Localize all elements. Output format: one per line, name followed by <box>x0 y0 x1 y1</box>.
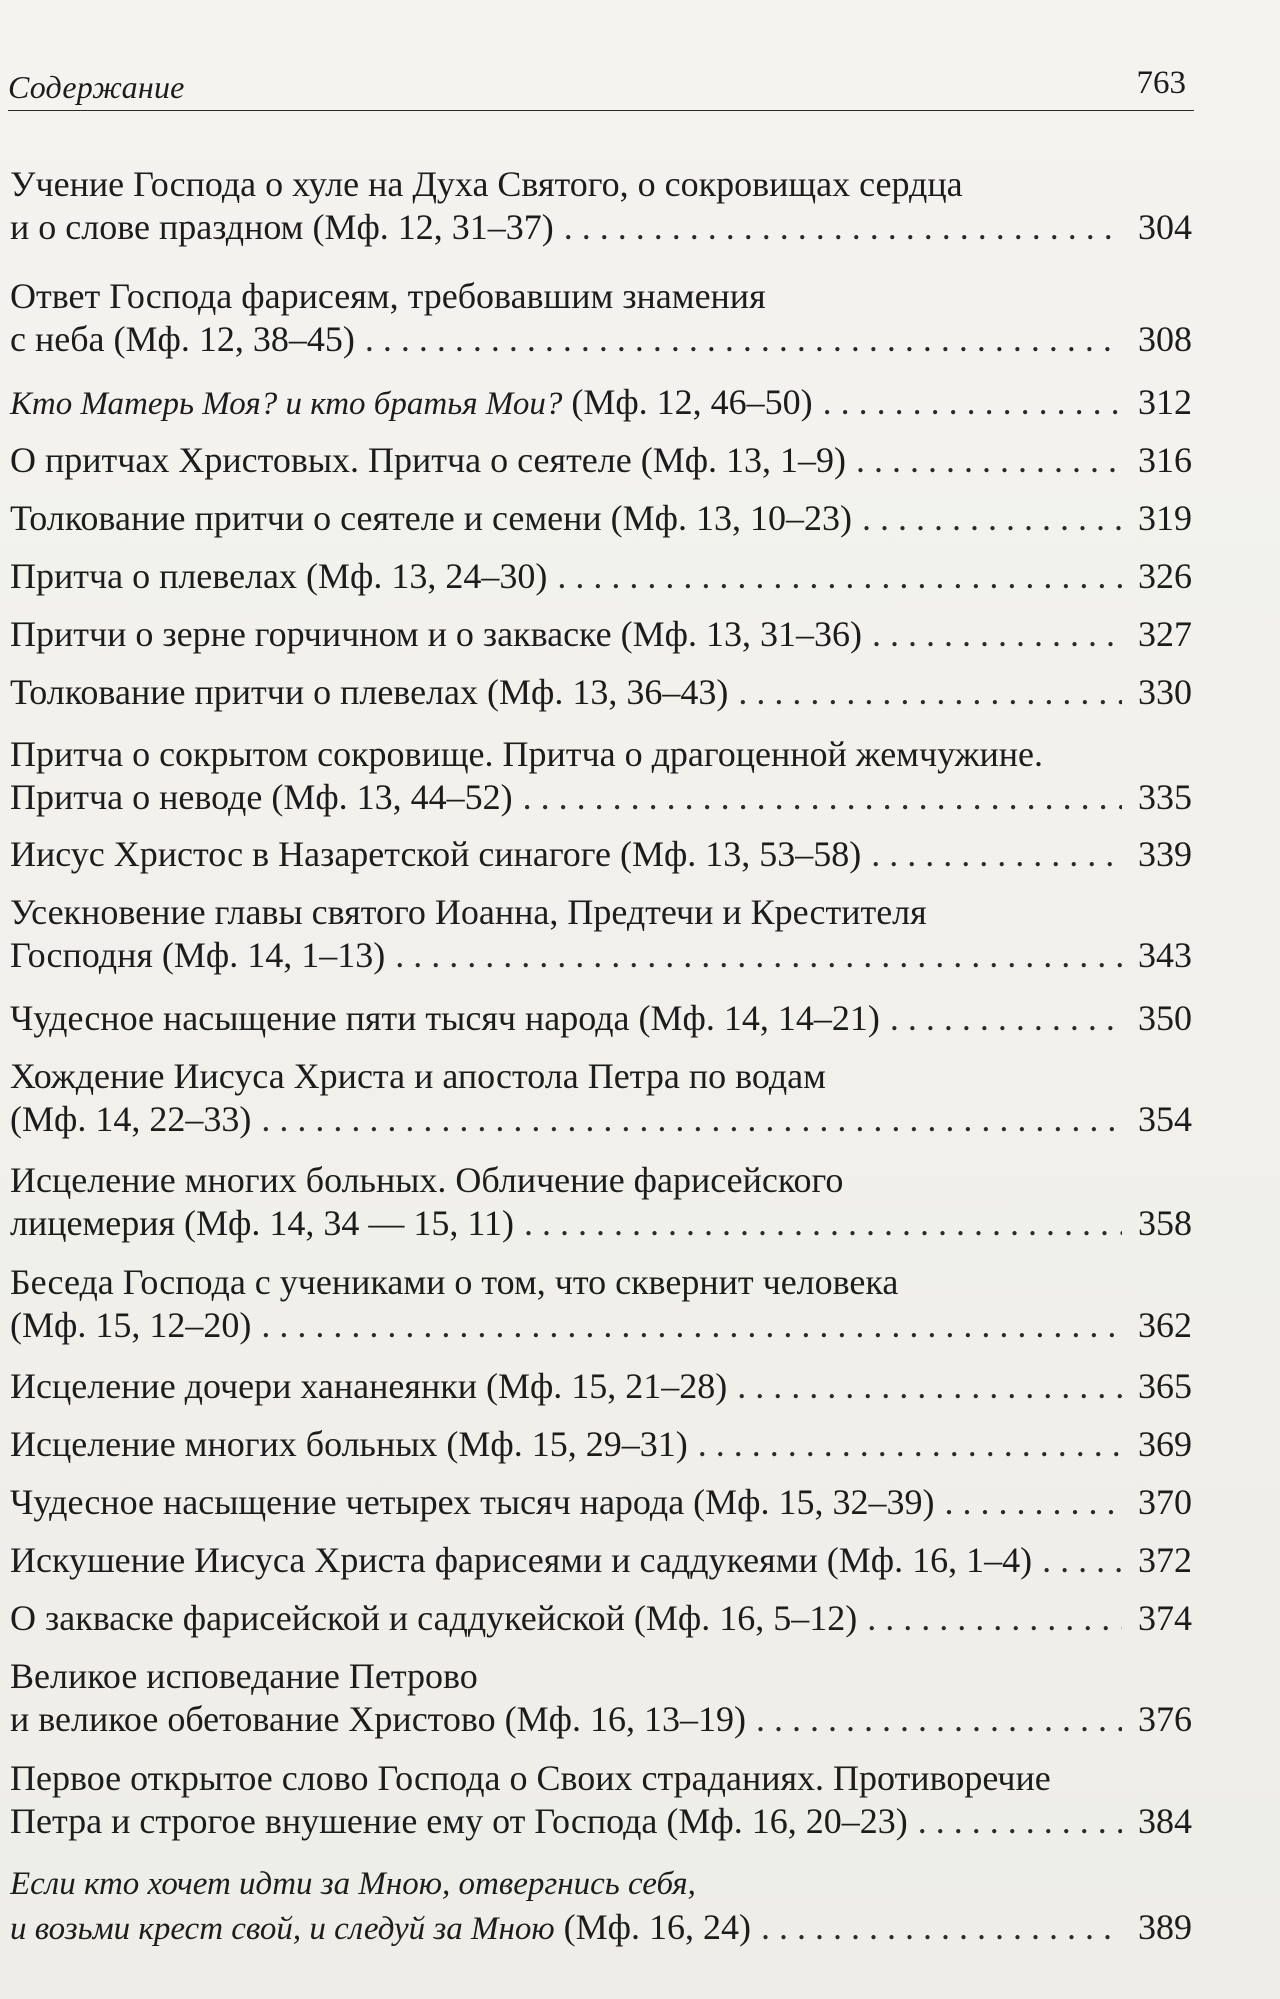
toc-entry-page: 389 <box>1138 1907 1192 1947</box>
dot-leader <box>756 1698 1122 1741</box>
toc-entry <box>10 997 1192 1040</box>
toc-entry-last-line <box>10 1365 1192 1408</box>
toc-entry-page: 354 <box>1138 1099 1192 1139</box>
toc-entry-title: Толкование притчи о плевелах (Мф. 13, 36–43) <box>10 672 729 712</box>
toc-entry-last-line <box>10 613 1192 656</box>
section-title: Содержание <box>8 69 185 105</box>
toc-entry <box>10 833 1192 876</box>
dot-leader <box>871 833 1122 876</box>
toc-entry-last-line <box>10 1539 1192 1582</box>
toc-entry-page: 319 <box>1138 498 1192 538</box>
toc-entry-last-line <box>10 776 1192 819</box>
toc-entry-title: Искушение Иисуса Христа фарисеями и саддукеями (Мф. 16, 1–4) <box>10 1540 1033 1580</box>
toc-entry-title: Толкование притчи о сеятеле и семени (Мф. 13, 10–23) <box>10 498 852 538</box>
toc-entry-title-end: (Мф. 15, 12–20) <box>10 1305 252 1345</box>
toc-entry <box>10 671 1192 714</box>
dot-leader <box>872 613 1122 656</box>
toc-entry-title-ref: (Мф. 16, 24) <box>554 1907 751 1947</box>
dot-leader <box>365 318 1122 361</box>
toc-entry <box>10 1055 1192 1141</box>
toc-entry-title: О закваске фарисейской и саддукейской (Мф. 16, 5–12) <box>10 1598 858 1638</box>
toc-entry-last-line <box>10 1597 1192 1640</box>
toc-entry-last-line <box>10 497 1192 540</box>
toc-entry-title-line: Хождение Иисуса Христа и апостола Петра по водам <box>10 1056 826 1096</box>
toc-entry-page: 358 <box>1138 1203 1192 1243</box>
toc-entry-last-line <box>10 318 1192 361</box>
toc-entry-title-line: Учение Господа о хуле на Духа Святого, о сокровищах сердца <box>10 164 963 204</box>
toc-entry-title-line: Беседа Господа с учениками о том, что сквернит человека <box>10 1262 899 1302</box>
toc-entry <box>10 497 1192 540</box>
toc-entry-title-ref: (Мф. 12, 46–50) <box>562 382 813 422</box>
toc-entry-page: 370 <box>1138 1482 1192 1522</box>
dot-leader <box>261 1304 1122 1347</box>
toc-entry-title-line: Первое открытое слово Господа о Своих страданиях. Противоречие <box>10 1758 1051 1798</box>
toc-entry-title: Чудесное насыщение пяти тысяч народа (Мф. 14, 14–21) <box>10 998 880 1038</box>
toc-entry <box>10 381 1192 426</box>
dot-leader <box>564 206 1122 249</box>
toc-entry-page: 316 <box>1138 440 1192 480</box>
toc-entry-title-italic: Кто Матерь Моя? и кто братья Мои? <box>10 386 563 422</box>
dot-leader <box>823 381 1122 424</box>
running-head <box>8 60 1194 111</box>
toc-entry-title: Притчи о зерне горчичном и о закваске (Мф. 13, 31–36) <box>10 614 862 654</box>
toc-entry-title-end: (Мф. 14, 22–33) <box>10 1099 252 1139</box>
toc-entry <box>10 1539 1192 1582</box>
toc-entry <box>10 1757 1192 1843</box>
toc-entry-last-line <box>10 671 1192 714</box>
toc-entry-last-line <box>10 555 1192 598</box>
toc-entry-title <box>10 1906 751 1951</box>
toc-entry-title <box>10 381 813 426</box>
toc-entry-title-italic: и возьми крест свой, и следуй за Мною <box>10 1911 555 1947</box>
toc-entry-page: 362 <box>1138 1305 1192 1345</box>
toc-entry-last-line <box>10 1202 1192 1245</box>
toc-entry-last-line <box>10 934 1192 977</box>
toc-entry-last-line <box>10 1800 1192 1843</box>
toc-entry-title-end: Петра и строгое внушение ему от Господа (Мф. 16, 20–23) <box>10 1801 908 1841</box>
toc-entry-page: 326 <box>1138 556 1192 596</box>
toc-entry-last-line <box>10 833 1192 876</box>
dot-leader <box>890 997 1122 1040</box>
toc-entry <box>10 275 1192 361</box>
toc-entry-title: О притчах Христовых. Притча о сеятеле (Мф. 13, 1–9) <box>10 440 847 480</box>
dot-leader <box>1042 1539 1122 1582</box>
toc-entry-page: 327 <box>1138 614 1192 654</box>
toc-entry-last-line <box>10 1698 1192 1741</box>
toc-entry-last-line <box>10 1906 1192 1951</box>
dot-leader <box>862 497 1122 540</box>
toc-entry-page: 330 <box>1138 672 1192 712</box>
toc-entry-page: 365 <box>1138 1366 1192 1406</box>
toc-entry-title-end: Господня (Мф. 14, 1–13) <box>10 935 386 975</box>
dot-leader <box>261 1098 1122 1141</box>
toc-entry-title-end: Притча о неводе (Мф. 13, 44–52) <box>10 777 513 817</box>
toc-entry <box>10 1481 1192 1524</box>
toc-entry-title: Притча о плевелах (Мф. 13, 24–30) <box>10 556 548 596</box>
toc-entry-page: 304 <box>1138 207 1192 247</box>
toc-entry <box>10 1863 1192 1951</box>
toc-entry-page: 335 <box>1138 777 1192 817</box>
dot-leader <box>856 439 1122 482</box>
dot-leader <box>761 1906 1122 1949</box>
page-number: 763 <box>1136 65 1186 101</box>
toc-entry-page: 350 <box>1138 998 1192 1038</box>
toc-entry-last-line <box>10 1304 1192 1347</box>
dot-leader <box>557 555 1122 598</box>
toc-entry-title: Исцеление дочери хананеянки (Мф. 15, 21–28) <box>10 1366 728 1406</box>
toc-entry-title-end: и великое обетование Христово (Мф. 16, 13–19) <box>10 1699 746 1739</box>
toc-entry-last-line <box>10 1423 1192 1466</box>
dot-leader <box>737 1365 1122 1408</box>
toc-entry <box>10 1597 1192 1640</box>
toc-entry-page: 369 <box>1138 1424 1192 1464</box>
toc-entry-title: Чудесное насыщение четырех тысяч народа (Мф. 15, 32–39) <box>10 1482 935 1522</box>
toc-entry-last-line <box>10 439 1192 482</box>
toc-entry-page: 308 <box>1138 319 1192 359</box>
dot-leader <box>867 1597 1122 1640</box>
dot-leader <box>524 1202 1122 1245</box>
toc-entry-page: 312 <box>1138 382 1192 422</box>
dot-leader <box>698 1423 1122 1466</box>
toc-entry-title-line-italic: Если кто хочет идти за Мною, отвергнись себя, <box>10 1866 696 1902</box>
toc-entry-last-line <box>10 206 1192 249</box>
toc-entry-title-line: Усекновение главы святого Иоанна, Предтечи и Крестителя <box>10 892 927 932</box>
dot-leader <box>395 934 1122 977</box>
toc-entry-title-line: Притча о сокрытом сокровище. Притча о драгоценной жемчужине. <box>10 734 1043 774</box>
toc-entry-last-line <box>10 1481 1192 1524</box>
toc-entry-title: Иисус Христос в Назаретской синагоге (Мф. 13, 53–58) <box>10 834 862 874</box>
toc-entry <box>10 1655 1192 1741</box>
toc-entry-title-end: с неба (Мф. 12, 38–45) <box>10 319 355 359</box>
toc-entry-title-end: лицемерия (Мф. 14, 34 — 15, 11) <box>10 1203 515 1243</box>
toc-entry-page: 343 <box>1138 935 1192 975</box>
toc-entry <box>10 1159 1192 1245</box>
toc-entry-title: Исцеление многих больных (Мф. 15, 29–31) <box>10 1424 688 1464</box>
toc-entry <box>10 439 1192 482</box>
toc-entry <box>10 891 1192 977</box>
toc-entry <box>10 1261 1192 1347</box>
toc-entry-title-line: Ответ Господа фарисеям, требовавшим знамения <box>10 276 766 316</box>
dot-leader <box>738 671 1122 714</box>
toc-entry-page: 384 <box>1138 1801 1192 1841</box>
toc-entry-last-line <box>10 381 1192 426</box>
toc-entry-page: 339 <box>1138 834 1192 874</box>
toc-entry <box>10 1423 1192 1466</box>
toc-entry <box>10 555 1192 598</box>
toc-entry-title-line: Великое исповедание Петрово <box>10 1656 478 1696</box>
dot-leader <box>945 1481 1123 1524</box>
toc-entry <box>10 613 1192 656</box>
toc-entry <box>10 1365 1192 1408</box>
toc-entry-title-end: и о слове праздном (Мф. 12, 31–37) <box>10 207 554 247</box>
toc-entry <box>10 163 1192 249</box>
toc-entry-title-line: Исцеление многих больных. Обличение фарисейского <box>10 1160 844 1200</box>
toc-entry-last-line <box>10 997 1192 1040</box>
dot-leader <box>918 1800 1122 1843</box>
dot-leader <box>523 776 1122 819</box>
toc-entry-last-line <box>10 1098 1192 1141</box>
toc-entry-page: 376 <box>1138 1699 1192 1739</box>
toc-entry <box>10 733 1192 819</box>
toc-entry-page: 374 <box>1138 1598 1192 1638</box>
toc-entry-page: 372 <box>1138 1540 1192 1580</box>
